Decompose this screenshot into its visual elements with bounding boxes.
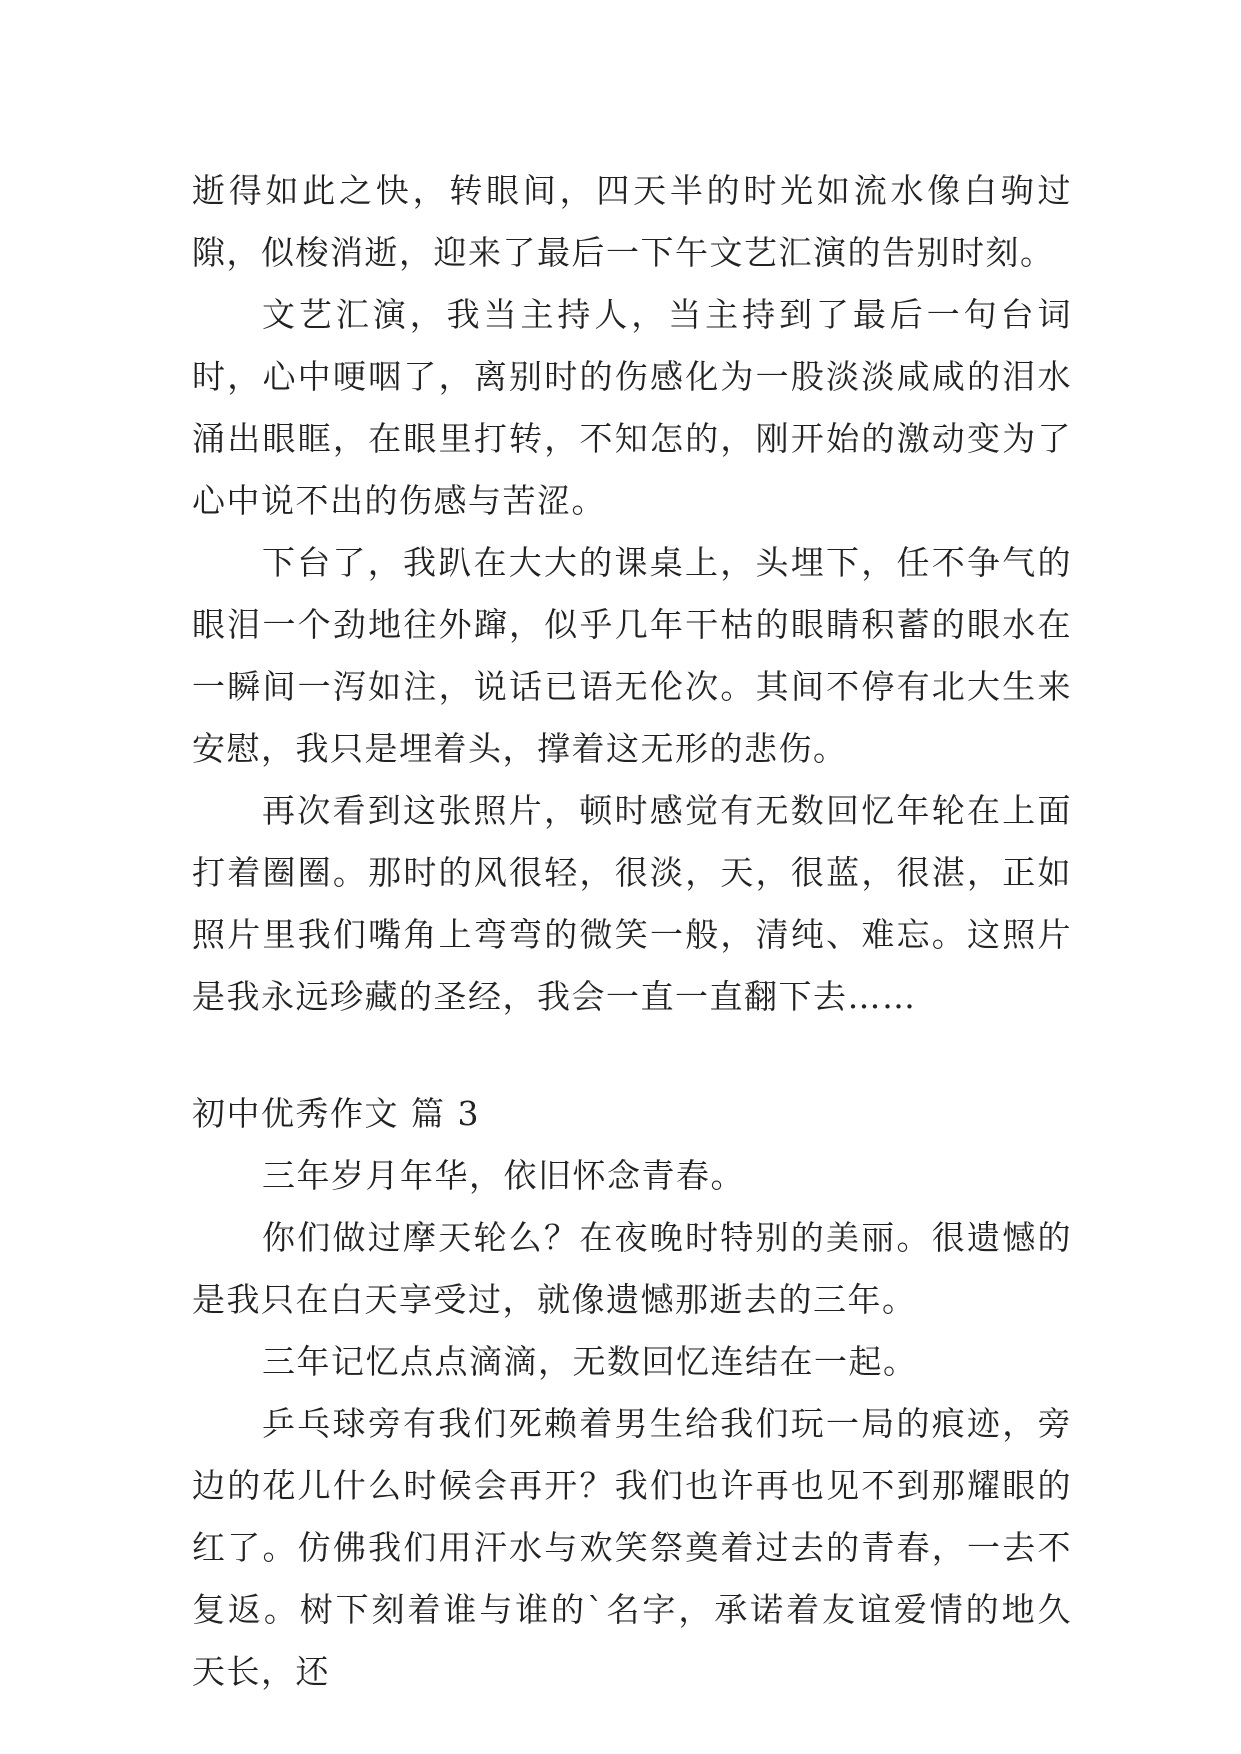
paragraph-ping-pong: 乒乓球旁有我们死赖着男生给我们玩一局的痕迹，旁边的花儿什么时候会再开？我们也许再也见不到那耀眼的红了。仿佛我们用汗水与欢笑祭奠着过去的青春，一去不复返。树下刻着谁与谁的`名字，承诺着友谊爱情的地久天长，还 — [192, 1404, 1072, 1691]
essay-heading: 初中优秀作文 篇 3 — [192, 1094, 480, 1133]
paragraph-continuation: 逝得如此之快，转眼间，四天半的时光如流水像白驹过隙，似梭消逝，迎来了最后一下午文艺汇演的告别时刻。 — [192, 171, 1072, 272]
paragraph-memories: 三年记忆点点滴滴，无数回忆连结在一起。 — [262, 1342, 918, 1381]
essay-body — [192, 160, 1072, 1703]
paragraph-photo: 再次看到这张照片，顿时感觉有无数回忆年轮在上面打着圈圈。那时的风很轻，很淡，天，很蓝，很湛，正如照片里我们嘴角上弯弯的微笑一般，清纯、难忘。这照片是我永远珍藏的圣经，我会一直一直翻下去…… — [192, 791, 1072, 1016]
paragraph-ferris-wheel: 你们做过摩天轮么？在夜晚时特别的美丽。很遗憾的是我只在白天享受过，就像遗憾那逝去的三年。 — [192, 1218, 1072, 1319]
paragraph-intro: 三年岁月年华，依旧怀念青春。 — [262, 1156, 745, 1195]
section-spacer — [192, 1028, 1072, 1083]
paragraph-performance: 文艺汇演，我当主持人，当主持到了最后一句台词时，心中哽咽了，离别时的伤感化为一股淡淡咸咸的泪水涌出眼眶，在眼里打转，不知怎的，刚开始的激动变为了心中说不出的伤感与苦涩。 — [192, 295, 1072, 520]
paragraph-after-stage: 下台了，我趴在大大的课桌上，头埋下，任不争气的眼泪一个劲地往外蹿，似乎几年干枯的眼睛积蓄的眼水在一瞬间一泻如注，说话已语无伦次。其间不停有北大生来安慰，我只是埋着头，撑着这无形的悲伤。 — [192, 543, 1072, 768]
